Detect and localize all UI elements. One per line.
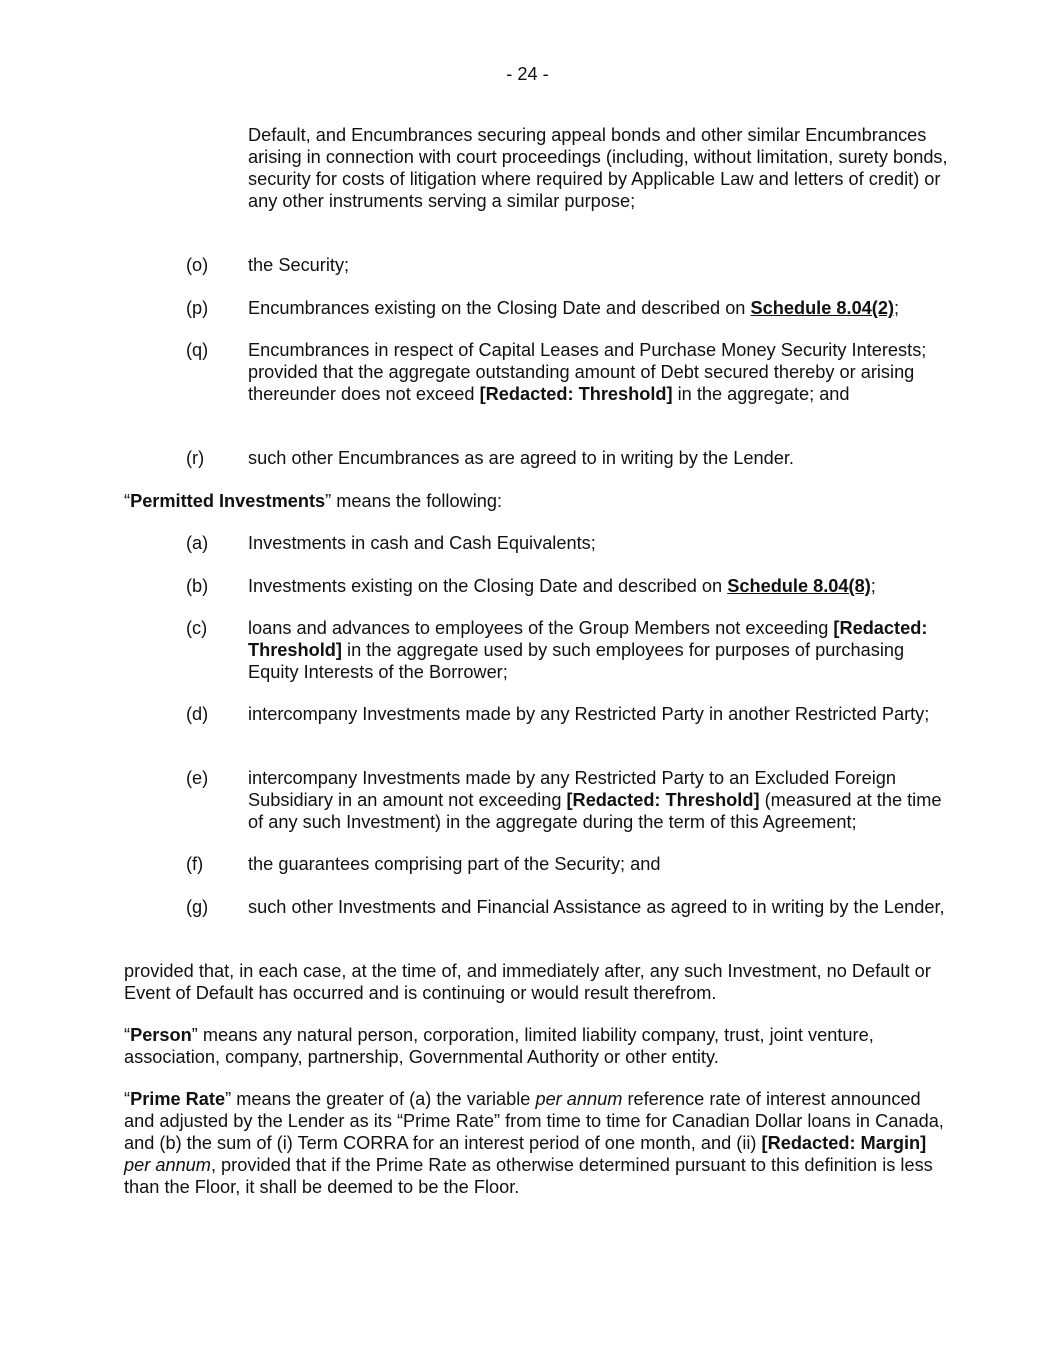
defined-term: Permitted Investments (130, 491, 326, 511)
item-label: (f) (186, 854, 204, 874)
schedule-reference: Schedule 8.04(8) (727, 576, 871, 596)
item-label: (c) (186, 618, 208, 638)
item-text: Encumbrances existing on the Closing Date and described on Schedule 8.04(2); (248, 298, 900, 318)
item-text: the guarantees comprising part of the Security; and (248, 854, 661, 874)
redacted-text: [Redacted: Threshold] (566, 790, 760, 810)
permitted-investments-heading: “Permitted Investments” means the following: (124, 491, 503, 511)
item-label: (p) (186, 298, 209, 318)
defined-term: Person (130, 1025, 192, 1045)
schedule-reference: Schedule 8.04(2) (750, 298, 895, 318)
item-text: Investments existing on the Closing Date and described on Schedule 8.04(8); (248, 576, 876, 596)
redacted-text: [Redacted: Threshold] (248, 618, 928, 660)
item-text: Encumbrances in respect of Capital Leases and Purchase Money Security Interests; provided that the aggregate outstanding amount of Debt secured thereby or arising thereunder does not exceed [Redacted: Threshold] in the aggregate; and (248, 340, 927, 404)
item-text: such other Investments and Financial Assistance as agreed to in writing by the Lender, (248, 897, 945, 917)
item-label: (b) (186, 576, 209, 596)
item-text: intercompany Investments made by any Restricted Party to an Excluded Foreign Subsidiary in an amount not exceeding [Redacted: Threshold] (measured at the time of any such Investment) in the aggregate during the term of this Agreement; (248, 768, 942, 832)
item-text: loans and advances to employees of the Group Members not exceeding [Redacted: Threshold] in the aggregate used by such employees for purposes of purchasing Equity Interests of the Borrower; (248, 618, 928, 682)
item-label: (e) (186, 768, 209, 788)
person-definition: “Person” means any natural person, corporation, limited liability company, trust, joint venture, association, company, partnership, Governmental Authority or other entity. (124, 1025, 874, 1067)
item-label: (o) (186, 255, 209, 275)
continuation-paragraph: Default, and Encumbrances securing appeal bonds and other similar Encumbrances arising in connection with court proceedings (including, without limitation, surety bonds, security for costs of litigation where required by Applicable Law and letters of credit) or any other instruments serving a similar purpose; (248, 125, 948, 211)
proviso-paragraph: provided that, in each case, at the time of, and immediately after, any such Investment, no Default or Event of Default has occurred and is continuing or would result therefrom. (124, 961, 931, 1003)
prime-rate-definition: “Prime Rate” means the greater of (a) the variable per annum reference rate of interest announced and adjusted by the Lender as its “Prime Rate” from time to time for Canadian Dollar loans in Canada, and (b) the sum of (i) Term CORRA for an interest period of one month, and (ii) [Redacted: Margin] per annum, provided that if the Prime Rate as otherwise determined pursuant to this definition is less than the Floor, it shall be deemed to be the Floor. (124, 1089, 944, 1197)
item-label: (g) (186, 897, 209, 917)
item-text: the Security; (248, 255, 350, 275)
redacted-text: [Redacted: Margin] (761, 1133, 927, 1153)
page-number: - 24 - (506, 64, 549, 84)
redacted-text: [Redacted: Threshold] (479, 384, 673, 404)
item-text: such other Encumbrances as are agreed to in writing by the Lender. (248, 448, 794, 468)
item-text: Investments in cash and Cash Equivalents; (248, 533, 596, 553)
item-label: (d) (186, 704, 209, 724)
item-text: intercompany Investments made by any Restricted Party in another Restricted Party; (248, 704, 930, 724)
item-label: (r) (186, 448, 205, 468)
item-label: (a) (186, 533, 209, 553)
item-label: (q) (186, 340, 209, 360)
defined-term: Prime Rate (130, 1089, 226, 1109)
